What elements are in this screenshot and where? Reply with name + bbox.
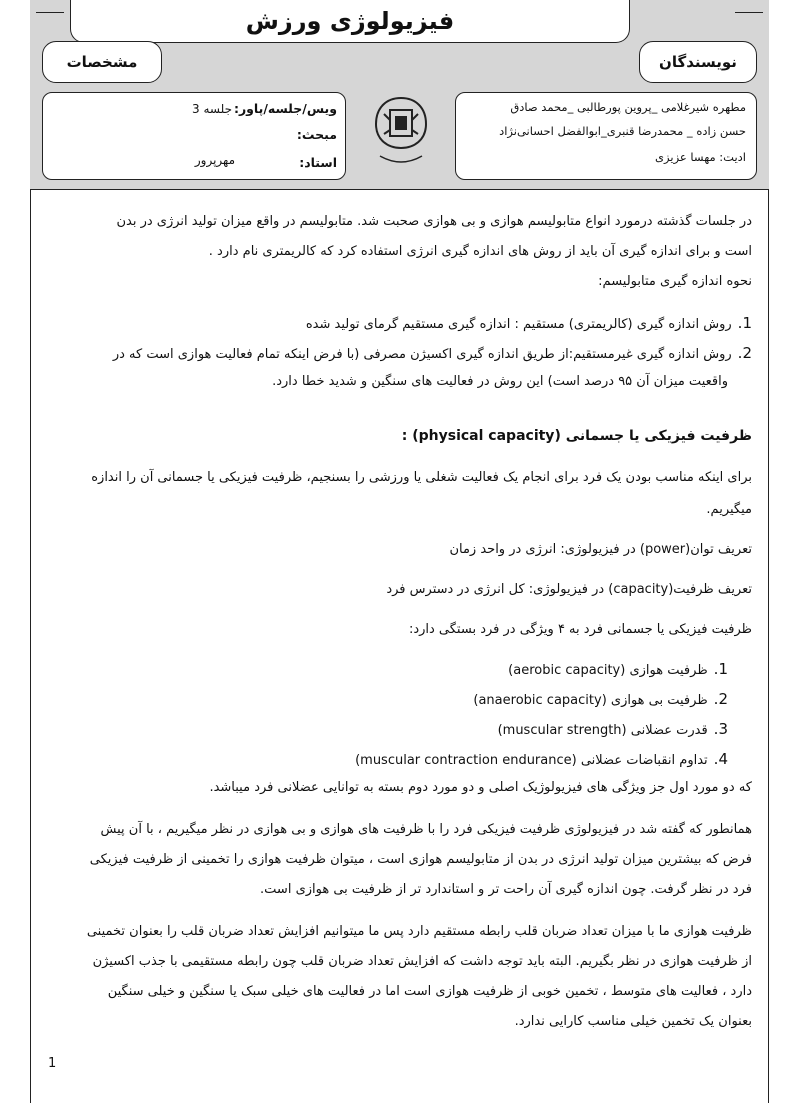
intro-line: است و برای اندازه گیری آن باید از روش های اندازه گیری انرژی استفاده کرد که کالریمتری نام دارد .: [208, 244, 752, 259]
para-a-line: همانطور که گفته شد در فیزیولوژی ظرفیت فیزیکی فرد را با ظرفیت های هوازی و بی هوازی در نظر میگیریم ، با آن پیش: [100, 822, 752, 837]
capacity-definition: تعریف ظرفیت(capacity) در فیزیولوژی: کل انرژی در دسترس فرد: [386, 582, 752, 597]
authors-line: حسن زاده _ محمدرضا قنبری_ابوالفضل احسانی‌نژاد: [499, 124, 746, 138]
document-title: فیزیولوژی ورزش: [245, 7, 455, 35]
header-corner-left: [36, 0, 64, 13]
university-logo: [370, 94, 432, 172]
intro-line: در جلسات گذشته درمورد انواع متابولیسم هوازی و بی هوازی صحبت شد. متابولیسم در واقع میزان تولید انرژی در بدن: [116, 214, 752, 229]
topic-label: مبحث:: [296, 127, 337, 142]
method-text: روش اندازه گیری غیرمستقیم:از طریق اندازه گیری اکسیژن مصرفی (با فرض اینکه تمام فعالیت هوازی است که در: [112, 347, 732, 362]
session-label: ویس/جلسه/پاور:: [233, 101, 337, 116]
power-definition: تعریف توان(power) در فیزیولوژی: انرژی در واحد زمان: [449, 542, 752, 557]
authors-label: نویسندگان: [639, 41, 757, 83]
section-para-line: میگیریم.: [706, 502, 752, 517]
method-number: 2.: [737, 344, 752, 362]
para-b-line: بعنوان یک تخمین خیلی مناسب کارایی ندارد.: [514, 1014, 752, 1029]
spec-label: مشخصات: [42, 41, 162, 83]
para-a-line: فرد در نظر گرفت. چون اندازه گیری آن راحت تر و استاندارد تر از ظرفیت بی هوازی است.: [260, 882, 752, 897]
para-a-line: فرض که بیشترین میزان تولید انرژی در بدن از متابولیسم هوازی است ، میتوان ظرفیت هوازی را تخمینی از ظرفیت فیزیکی: [89, 852, 752, 867]
features-intro: ظرفیت فیزیکی یا جسمانی فرد به ۴ ویژگی در فرد بستگی دارد:: [408, 622, 752, 637]
method-number: 1.: [737, 314, 752, 332]
method-item: [48, 344, 752, 362]
document-header: [30, 0, 769, 190]
feature-item: 3.قدرت عضلانی (muscular strength): [497, 720, 728, 738]
method-item: [48, 314, 752, 332]
feature-item: 4.تداوم انقباضات عضلانی (muscular contraction endurance): [355, 750, 728, 768]
feature-item: 1.ظرفیت هوازی (aerobic capacity): [508, 660, 728, 678]
teacher-value: مهرپرور: [194, 153, 235, 167]
method-text-continued: واقعیت میزان آن ۹۵ درصد است) این روش در فعالیت های سنگین و شدید خطا دارد.: [272, 374, 728, 389]
para-b-line: دارد ، فعالیت های متوسط ، تخمین خوبی از ظرفیت هوازی است اما در فعالیت های خیلی سبک یا سنگین و خیلی سنگین: [107, 984, 752, 999]
method-text: روش اندازه گیری (کالریمتری) مستقیم : اندازه گیری مستقیم گرمای تولید شده: [305, 317, 732, 332]
session-info-box: [42, 92, 346, 180]
teacher-label: استاد:: [299, 155, 337, 170]
section-para-line: برای اینکه مناسب بودن یک فرد برای انجام یک فعالیت شغلی یا ورزشی را بسنجیم، ظرفیت فیزیکی یا جسمانی آن را اندازه: [91, 470, 752, 485]
section-heading: ظرفیت فیزیکی یا جسمانی (physical capacity) :: [401, 428, 752, 444]
feature-item: 2.ظرفیت بی هوازی (anaerobic capacity): [473, 690, 728, 708]
header-corner-right: [735, 0, 763, 13]
authors-box: [455, 92, 757, 180]
authors-line: مطهره شیرغلامی _پروین پورطالبی _محمد صادق: [510, 100, 746, 114]
para-b-line: از ظرفیت هوازی در نظر بگیریم. البته باید توجه داشت که افزایش تعداد ضربان قلب چون رابطه مستقیمی با جذب اکسیژن: [92, 954, 752, 969]
features-note: که دو مورد اول جز ویژگی های فیزیولوژیک اصلی و دو مورد دوم بسته به توانایی عضلانی فرد میباشد.: [209, 780, 752, 795]
para-b-line: ظرفیت هوازی ما با میزان تعداد ضربان قلب رابطه مستقیم دارد پس ما میتوانیم افزایش تعداد ضربان قلب را بعنوان تخمینی: [86, 924, 752, 939]
title-box: [70, 0, 630, 43]
intro-line: نحوه اندازه گیری متابولیسم:: [598, 274, 752, 289]
page-number: 1: [48, 1056, 57, 1071]
editor-line: ادیت: مهسا عزیزی: [655, 150, 746, 164]
session-value: جلسه 3: [192, 102, 232, 116]
